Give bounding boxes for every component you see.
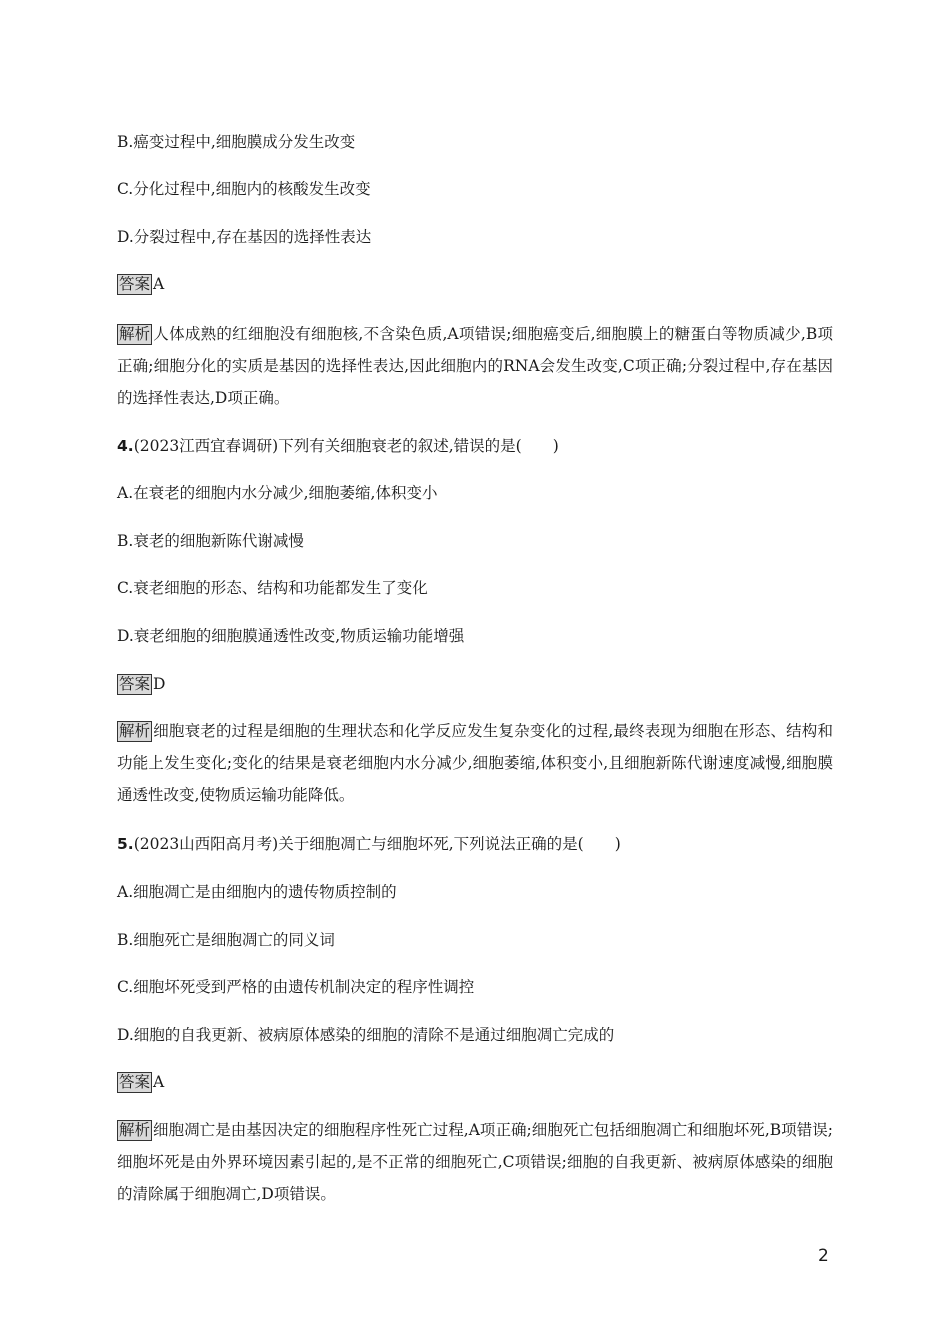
q3-option-b: B.癌变过程中,细胞膜成分发生改变 [117,133,356,151]
q4-option-c: C.衰老细胞的形态、结构和功能都发生了变化 [117,579,428,597]
q3-analysis-text: 人体成熟的红细胞没有细胞核,不含染色质,A项错误;细胞癌变后,细胞膜上的糖蛋白等物质减少,B项正确;细胞分化的实质是基因的选择性表达,因此细胞内的RNA会发生改变,C项正确;分裂过程中,存在基因的选择性表达,D项正确。 [117,325,833,407]
q4-answer-value: D [153,675,166,693]
q4-option-b: B.衰老的细胞新陈代谢减慢 [117,532,304,550]
q4-option-d: D.衰老细胞的细胞膜通透性改变,物质运输功能增强 [117,627,465,645]
q3-answer [117,272,837,296]
q4-analysis [117,715,833,811]
q5-analysis-text: 细胞凋亡是由基因决定的细胞程序性死亡过程,A项正确;细胞死亡包括细胞凋亡和细胞坏死,B项错误;细胞坏死是由外界环境因素引起的,是不正常的细胞死亡,C项错误;细胞的自我更新、被病原体感染的细胞的清除属于细胞凋亡,D项错误。 [117,1121,833,1203]
q3-option-c: C.分化过程中,细胞内的核酸发生改变 [117,180,371,198]
q5-option-b: B.细胞死亡是细胞凋亡的同义词 [117,931,335,949]
q5-option-a: A.细胞凋亡是由细胞内的遗传物质控制的 [117,883,397,901]
page-number: 2 [818,1246,829,1266]
q5-option-d: D.细胞的自我更新、被病原体感染的细胞的清除不是通过细胞凋亡完成的 [117,1026,615,1044]
q5-option-c: C.细胞坏死受到严格的由遗传机制决定的程序性调控 [117,978,475,996]
q4-answer [117,672,837,696]
q5-analysis [117,1114,833,1210]
q5-number: 5. [117,835,134,853]
q5-answer-value: A [153,1073,165,1091]
q4-number: 4. [117,437,134,455]
q3-answer-label: 答案 [119,275,151,293]
q5-stem [117,832,837,856]
q3-analysis [117,318,833,414]
q5-stem-text: (2023山西阳高月考)关于细胞凋亡与细胞坏死,下列说法正确的是( ) [133,835,621,853]
q4-answer-label: 答案 [119,675,151,693]
q3-answer-value: A [153,275,165,293]
q5-answer-label: 答案 [119,1073,151,1091]
q4-stem-text: (2023江西宜春调研)下列有关细胞衰老的叙述,错误的是( ) [133,437,559,455]
q4-option-a: A.在衰老的细胞内水分减少,细胞萎缩,体积变小 [117,484,438,502]
q5-answer [117,1070,837,1094]
q3-analysis-label: 解析 [119,325,151,343]
q4-stem [117,434,837,458]
q4-analysis-label: 解析 [119,722,151,740]
q3-option-d: D.分裂过程中,存在基因的选择性表达 [117,228,372,246]
q4-analysis-text: 细胞衰老的过程是细胞的生理状态和化学反应发生复杂变化的过程,最终表现为细胞在形态、结构和功能上发生变化;变化的结果是衰老细胞内水分减少,细胞萎缩,体积变小,且细胞新陈代谢速度减慢,细胞膜通透性改变,使物质运输功能降低。 [117,722,833,804]
q5-analysis-label: 解析 [119,1121,151,1139]
